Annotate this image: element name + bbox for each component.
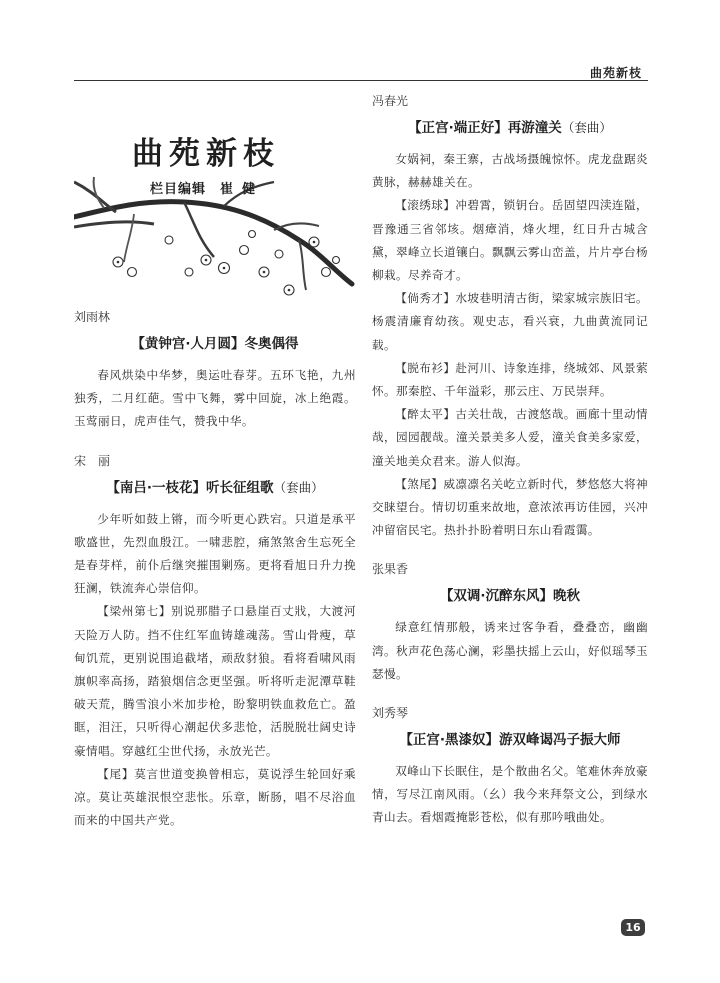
- poem-author: 张果香: [372, 562, 409, 577]
- header-rule: [74, 80, 648, 81]
- poem-paragraph: 【脱布衫】赴河川、诗象连排，绕城郊、风景萦怀。那秦腔、千年溢彩，那云庄、万民崇拜。: [372, 360, 648, 399]
- poem-block: [74, 308, 356, 434]
- banner-title: 曲苑新枝: [132, 136, 280, 172]
- poem-title: 【双调·沉醉东风】晚秋: [439, 588, 581, 605]
- poem-author: 冯春光: [372, 94, 409, 108]
- poem-paragraph: 少年听如鼓上锵，而今听更心跌宕。只道是承平歌盛世，先烈血殷江。一啸悲腔，痛煞煞舍生忘死全是春芽样，前仆后继突摧围剿殇。更将看旭日升力挽狂澜，铁流奔心崇信仰。: [74, 511, 356, 596]
- page-number: 16: [621, 919, 645, 936]
- poem-paragraph: 绿意红情那般，诱来过客争看，叠叠峦，幽幽湾。秋声花色荡心澜，彩墨扶摇上云山，好似瑶琴玉瑟慢。: [372, 620, 648, 681]
- column-banner: [74, 122, 356, 302]
- poem-paragraph: 【醉太平】古关壮哉，古渡悠哉。画廊十里动情哉，园园靓哉。潼关景美多人爱，潼关食美多家爱，潼关地美众君来。游人似海。: [372, 407, 648, 468]
- poem-paragraph: 【梁州第七】别说那腊子口悬崖百丈戕，大渡河天险万人防。挡不住红军血铸雄魂荡。雪山骨瘦，草甸饥荒，更别说围追截堵，顽敌豺狼。看将看啸风雨旗帜率高扬，踏狼烟信念更坚强。听将听走泥潭草鞋破天荒，腾雪浪小米加步枪，盼黎明铁血救危亡。盈眶，泪汪，只听得心潮起伏多悲怆，活脱脱壮阔史诗豪情唱。穿越红尘世代扬，永放光芒。: [74, 604, 356, 758]
- poem-title: 【正宫·端正好】再游潼关（套曲）: [408, 120, 612, 136]
- right-column: [372, 92, 648, 830]
- poem-paragraph: 【煞尾】威凛凛名关屹立新时代，梦悠悠大将神交睐望台。情切切重来故地，意浓浓再访佳园，兴冲冲留宿民宅。热扑扑盼着明日东山看霞霭。: [372, 476, 648, 538]
- poem-author: 宋 丽: [74, 453, 111, 468]
- poem-block: [372, 560, 648, 686]
- editor-label: 栏目编辑: [150, 182, 207, 197]
- poem-paragraph: 双峰山下长眠住，是个散曲名父。笔难休奔放豪情，写尽江南风雨。（幺）我今来拜祭文公，到绿水青山去。看烟霞掩影苍松，似有那吟哦曲处。: [372, 764, 648, 825]
- left-column: [74, 92, 356, 832]
- banner-editor: [150, 178, 264, 197]
- poem-title: 【正宫·黑漆奴】游双峰谒冯子振大师: [399, 732, 621, 749]
- poem-title: 【南吕·一枝花】听长征组歌（套曲）: [106, 479, 324, 496]
- poem-author: 刘雨林: [74, 310, 111, 324]
- poem-paragraph: 女娲祠，秦王寨，古战场摄魄惊怀。虎龙盘踞炎黄脉，赫赫雄关在。: [372, 152, 648, 190]
- poem-block: [372, 92, 648, 542]
- poem-author: 刘秀琴: [372, 706, 409, 721]
- poem-block: [74, 452, 356, 833]
- running-header-title: 曲苑新枝: [589, 66, 642, 80]
- poem-paragraph: 春风烘染中华梦，奥运吐春芽。五环飞艳，九州独秀，二月红葩。雪中飞舞，雾中回旋，冰上绝霞。玉莺丽日，虎声佳气，赞我中华。: [74, 368, 356, 429]
- editor-name: 崔健: [220, 182, 265, 197]
- poem-paragraph: 【滚绣球】冲碧霄，锁钥台。岳固望四渎连隘，晋豫通三省邻垓。烟瘴消，烽火埋，红日升古城含黛，翠峰立长道镶白。飘飘云雾山峦盖，片片亭台杨柳栽。尽养奇才。: [372, 198, 648, 283]
- poem-paragraph: 【尾】莫言世道变换曾相忘，莫说浮生轮回好乘凉。莫让英雄泯恨空悲怅。乐章，断肠，唱不尽浴血而来的中国共产党。: [74, 766, 356, 828]
- poem-title: 【黄钟宫·人月圆】冬奥偶得: [131, 336, 299, 352]
- poem-paragraph: 【倘秀才】水坡巷明清古街，梁家城宗族旧宅。杨震清廉育幼孩。观史志，看兴衰，九曲黄流同记载。: [372, 291, 648, 352]
- poem-block: [372, 704, 648, 830]
